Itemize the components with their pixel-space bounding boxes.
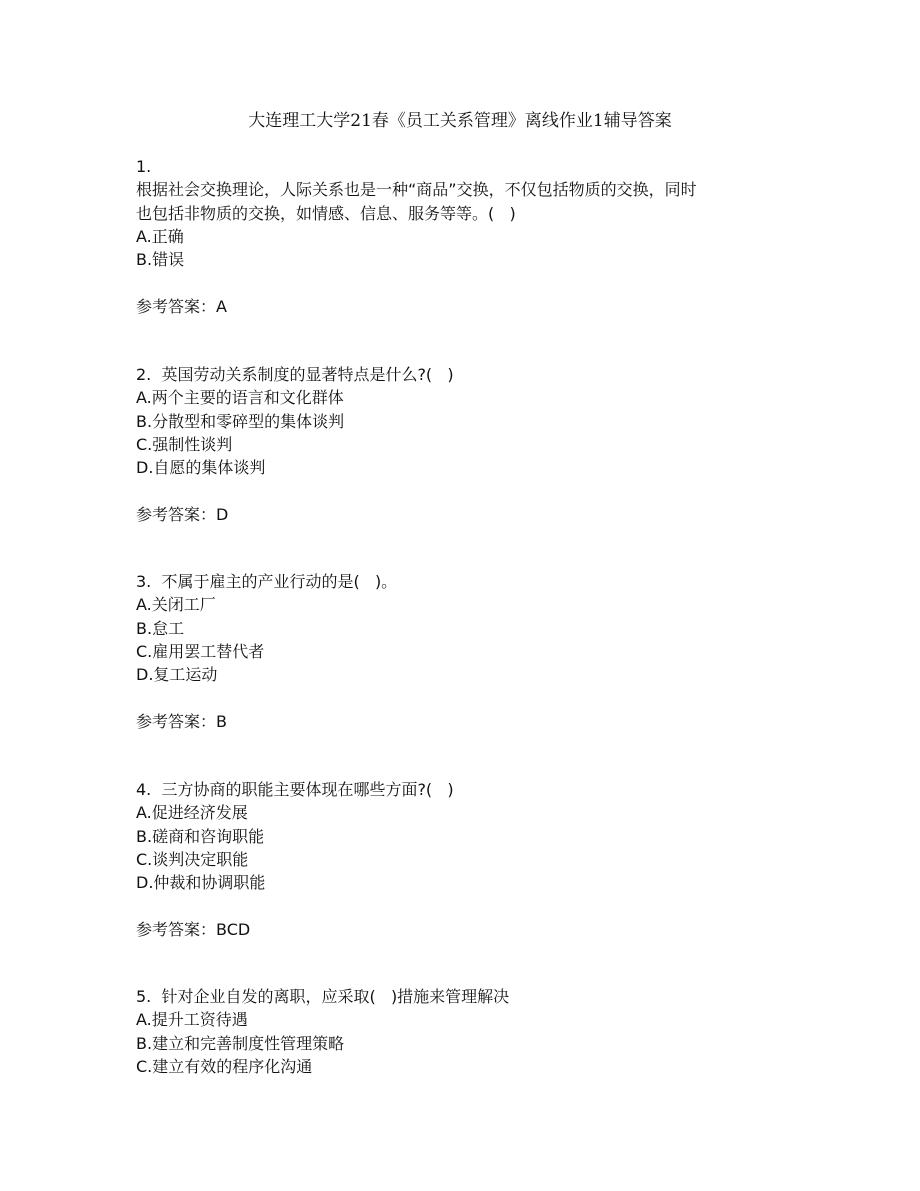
- option-b: B.磋商和咨询职能: [136, 826, 265, 846]
- option-b: B.建立和完善制度性管理策略: [136, 1033, 345, 1053]
- reference-answer: 参考答案：A: [136, 296, 227, 316]
- reference-answer: 参考答案：B: [136, 711, 227, 731]
- question-1: [136, 155, 697, 318]
- question-stem: 5. 针对企业自发的离职，应采取( )措施来管理解决: [136, 987, 510, 1006]
- option-c: C.谈判决定职能: [136, 849, 249, 869]
- option-d: D.仲裁和协调职能: [136, 873, 266, 893]
- option-b: B.分散型和零碎型的集体谈判: [136, 411, 345, 431]
- option-b: B.错误: [136, 250, 185, 270]
- option-c: C.雇用罢工替代者: [136, 641, 265, 661]
- option-b: B.怠工: [136, 618, 185, 638]
- question-2: [136, 363, 454, 526]
- question-stem: 2. 英国劳动关系制度的显著特点是什么?( ): [136, 365, 454, 384]
- question-number: 1.: [136, 157, 152, 176]
- question-4: [136, 778, 454, 941]
- reference-answer: 参考答案：D: [136, 504, 229, 524]
- option-a: A.正确: [136, 226, 184, 246]
- question-5: [136, 985, 509, 1078]
- option-a: A.两个主要的语言和文化群体: [136, 388, 344, 408]
- document-title: 大连理工大学21春《员工关系管理》离线作业1辅导答案: [248, 111, 672, 131]
- option-d: D.复工运动: [136, 665, 218, 685]
- option-a: A.提升工资待遇: [136, 1010, 248, 1030]
- reference-answer: 参考答案：BCD: [136, 919, 251, 939]
- question-stem-line: 也包括非物质的交换，如情感、信息、服务等等。( ): [136, 203, 516, 223]
- option-a: A.促进经济发展: [136, 803, 248, 823]
- option-c: C.强制性谈判: [136, 434, 233, 454]
- question-stem: 3. 不属于雇主的产业行动的是( )。: [136, 572, 398, 591]
- option-d: D.自愿的集体谈判: [136, 458, 266, 478]
- question-stem-line: 根据社会交换理论，人际关系也是一种“商品”交换，不仅包括物质的交换，同时: [136, 180, 697, 200]
- question-stem: 4. 三方协商的职能主要体现在哪些方面?( ): [136, 780, 454, 799]
- question-3: [136, 570, 397, 733]
- option-a: A.关闭工厂: [136, 595, 216, 615]
- option-c: C.建立有效的程序化沟通: [136, 1056, 313, 1076]
